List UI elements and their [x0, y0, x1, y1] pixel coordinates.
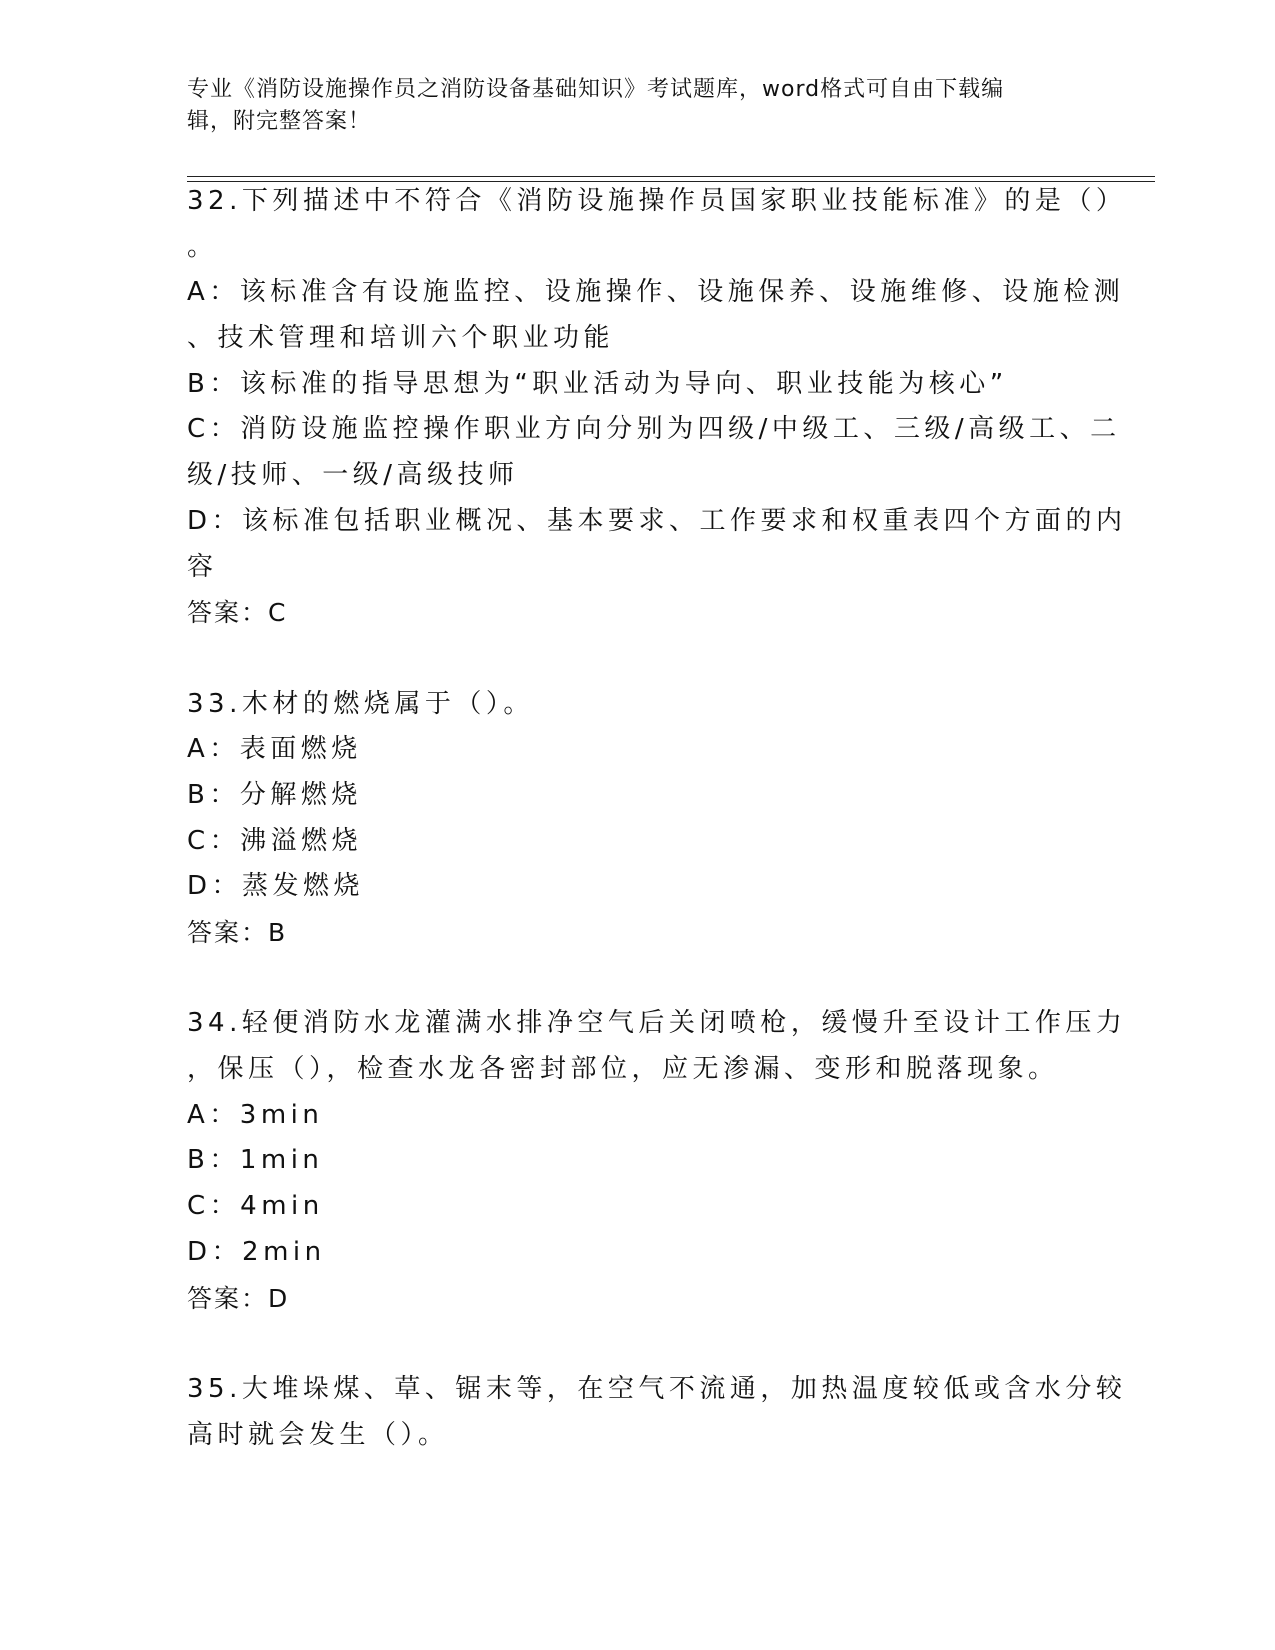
- page-header: [187, 74, 1067, 138]
- question-33: [187, 682, 1087, 956]
- option-a: A：3min: [187, 1099, 324, 1130]
- question-stem: 35.大堆垛煤、草、锯末等，在空气不流通，加热温度较低或含水分较: [187, 1373, 1127, 1404]
- question-gap: [187, 956, 1087, 1002]
- option-c: C：消防设施监控操作职业方向分别为四级/中级工、三级/高级工、二: [187, 414, 1121, 445]
- option-b: B：该标准的指导思想为“职业活动为导向、职业技能为核心”: [187, 368, 1008, 399]
- header-line-2: 辑，附完整答案！: [187, 109, 372, 134]
- option-a: A：表面燃烧: [187, 734, 362, 765]
- question-gap: [187, 636, 1087, 682]
- option-d: D：蒸发燃烧: [187, 871, 365, 902]
- question-stem: 34.轻便消防水龙灌满水排净空气后关闭喷枪，缓慢升至设计工作压力: [187, 1008, 1127, 1039]
- question-list: [187, 179, 1127, 1458]
- answer: 答案：D: [187, 1283, 290, 1313]
- option-d: D：该标准包括职业概况、基本要求、工作要求和权重表四个方面的内: [187, 505, 1127, 536]
- option-d: D：2min: [187, 1236, 326, 1267]
- option-a: A：该标准含有设施监控、设施操作、设施保养、设施维修、设施检测: [187, 277, 1125, 308]
- question-34: [187, 1001, 1127, 1321]
- question-stem: 高时就会发生（）。: [187, 1419, 449, 1450]
- question-stem: 。: [187, 231, 218, 262]
- option-c: C：4min: [187, 1191, 324, 1222]
- question-stem: 32.下列描述中不符合《消防设施操作员国家职业技能标准》的是（）: [187, 186, 1127, 216]
- question-gap: [187, 1321, 1087, 1367]
- answer: 答案：C: [187, 598, 288, 628]
- option-b: B：1min: [187, 1145, 324, 1176]
- option-b: B：分解燃烧: [187, 779, 362, 810]
- option-c: 级/技师、一级/高级技师: [187, 460, 519, 491]
- option-c: C：沸溢燃烧: [187, 825, 363, 856]
- question-stem: 33.木材的燃烧属于（）。: [187, 688, 534, 719]
- header-line-1: 专业《消防设施操作员之消防设备基础知识》考试题库，word格式可自由下载编: [187, 77, 1005, 102]
- question-35: [187, 1367, 1127, 1458]
- question-32: [187, 179, 1127, 636]
- question-stem: ，保压（），检查水龙各密封部位，应无渗漏、变形和脱落现象。: [187, 1054, 1059, 1085]
- option-a: 、技术管理和培训六个职业功能: [187, 323, 615, 354]
- answer: 答案：B: [187, 918, 288, 947]
- header-rule-top: [187, 176, 1155, 177]
- option-d: 容: [187, 551, 218, 582]
